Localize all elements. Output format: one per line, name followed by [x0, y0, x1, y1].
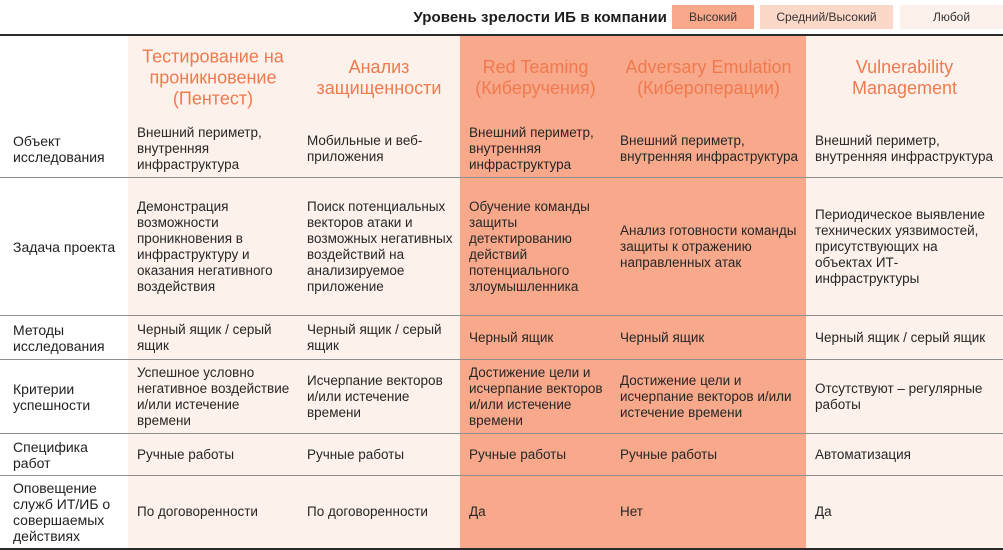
- table-cell: [298, 316, 460, 359]
- table-row-notification: [0, 476, 1003, 548]
- cell-text: Отсутствуют – регулярные работы: [815, 380, 983, 412]
- table-header-row: [0, 36, 1003, 120]
- column-header-red-teaming: [460, 36, 611, 120]
- table-cell: [460, 476, 611, 548]
- cell-text: Ручные работы: [620, 446, 718, 462]
- cell-text: Автоматизация: [815, 446, 911, 462]
- cell-text: Периодическое выявление технических уязвимостей, присутствующих на объектах ИТ-инфраструктуры: [815, 206, 985, 286]
- table-cell: [611, 476, 806, 548]
- table-cell: [611, 434, 806, 475]
- table-cell: [806, 476, 1003, 548]
- cell-text: По договоренности: [307, 504, 428, 519]
- cell-text: Демонстрация возможности проникновения в инфраструктуру и оказания негативного воздействия: [137, 198, 273, 294]
- row-label: Оповещение служб ИТ/ИБ о совершаемых действиях: [13, 480, 111, 544]
- table-cell: [298, 476, 460, 548]
- row-label-cell: [0, 316, 128, 359]
- table-cell: [460, 316, 611, 359]
- row-label: Объект исследования: [13, 132, 105, 165]
- column-header-vulnerability-management: [806, 36, 1003, 120]
- cell-text: Нет: [620, 504, 643, 519]
- legend-chip-high: [672, 5, 754, 29]
- table-cell: [460, 360, 611, 433]
- table-cell: [128, 316, 298, 359]
- row-label: Специфика работ: [13, 438, 88, 471]
- row-label-cell: [0, 120, 128, 177]
- table-cell: [128, 120, 298, 177]
- cell-text: Внешний периметр, внутренняя инфраструктура: [620, 132, 799, 164]
- table-cell: [611, 120, 806, 177]
- cell-text: По договоренности: [137, 504, 258, 519]
- table-cell: [128, 178, 298, 315]
- table-cell: [298, 178, 460, 315]
- cell-text: Черный ящик: [620, 329, 705, 345]
- legend-chip-label: Высокий: [688, 10, 738, 24]
- cell-text: Поиск потенциальных векторов атаки и возможных негативных воздействий на анализируемое приложение: [307, 198, 453, 294]
- legend-chip-label: Любой: [932, 10, 971, 24]
- table-cell: [460, 178, 611, 315]
- column-title: Red Teaming (Киберучения): [475, 57, 596, 98]
- cell-text: Да: [815, 504, 832, 519]
- maturity-legend: [0, 0, 1003, 34]
- cell-text: Черный ящик: [469, 329, 554, 345]
- legend-title: Уровень зрелости ИБ в компании: [413, 9, 667, 26]
- table-cell: [128, 476, 298, 548]
- cell-text: Исчерпание векторов и/или истечение времени: [307, 372, 443, 420]
- table-cell: [298, 360, 460, 433]
- row-label-cell: [0, 360, 128, 433]
- cell-text: Внешний периметр, внутренняя инфраструктура: [815, 132, 994, 164]
- row-label: Критерии успешности: [13, 380, 91, 413]
- column-title: Анализ защищенности: [316, 57, 442, 98]
- column-title: Vulnerability Management: [851, 57, 958, 98]
- row-label: Методы исследования: [13, 321, 105, 354]
- cell-text: Успешное условно негативное воздействие и/или истечение времени: [137, 364, 290, 428]
- table-cell: [298, 434, 460, 475]
- cell-text: Достижение цели и исчерпание векторов и/или истечение времени: [620, 372, 792, 420]
- table-cell: [806, 316, 1003, 359]
- column-title: Adversary Emulation (Кибероперации): [625, 57, 792, 98]
- table-cell: [806, 360, 1003, 433]
- cell-text: Внешний периметр, внутренняя инфраструктура: [137, 124, 262, 172]
- header-corner: [0, 36, 128, 120]
- cell-text: Достижение цели и исчерпание векторов и/или истечение времени: [469, 364, 603, 428]
- table-cell: [806, 120, 1003, 177]
- cell-text: Анализ готовности команды защиты к отражению направленных атак: [620, 222, 797, 270]
- cell-text: Обучение команды защиты детектированию действий потенциального злоумышленника: [469, 198, 590, 294]
- table-row-task: [0, 178, 1003, 316]
- cell-text: Черный ящик / серый ящик: [137, 321, 272, 353]
- table-cell: [806, 434, 1003, 475]
- column-header-security-analysis: [298, 36, 460, 120]
- cell-text: Мобильные и веб-приложения: [307, 132, 423, 164]
- column-title: Тестирование на проникновение (Пентест): [142, 46, 284, 109]
- table-row-specifics: [0, 434, 1003, 476]
- cell-text: Ручные работы: [137, 446, 235, 462]
- cell-text: Внешний периметр, внутренняя инфраструктура: [469, 124, 594, 172]
- row-label: Задача проекта: [13, 238, 116, 255]
- row-label-cell: [0, 178, 128, 315]
- row-label-cell: [0, 476, 128, 548]
- table-row-criteria: [0, 360, 1003, 434]
- column-header-adversary-emulation: [611, 36, 806, 120]
- row-label-cell: [0, 434, 128, 475]
- table-cell: [128, 434, 298, 475]
- legend-chip-label: Средний/Высокий: [776, 10, 877, 24]
- table-cell: [460, 434, 611, 475]
- legend-chip-any: [900, 5, 1003, 29]
- table-cell: [298, 120, 460, 177]
- cell-text: Ручные работы: [307, 446, 405, 462]
- table-row-methods: [0, 316, 1003, 360]
- legend-chip-mid-high: [760, 5, 893, 29]
- table-cell: [460, 120, 611, 177]
- cell-text: Черный ящик / серый ящик: [815, 329, 986, 345]
- table-cell: [611, 178, 806, 315]
- table-cell: [128, 360, 298, 433]
- cell-text: Черный ящик / серый ящик: [307, 321, 442, 353]
- table-row-object: [0, 120, 1003, 178]
- table-cell: [611, 360, 806, 433]
- column-header-pentest: [128, 36, 298, 120]
- table-cell: [611, 316, 806, 359]
- table-cell: [806, 178, 1003, 315]
- cell-text: Ручные работы: [469, 446, 567, 462]
- cell-text: Да: [469, 504, 486, 519]
